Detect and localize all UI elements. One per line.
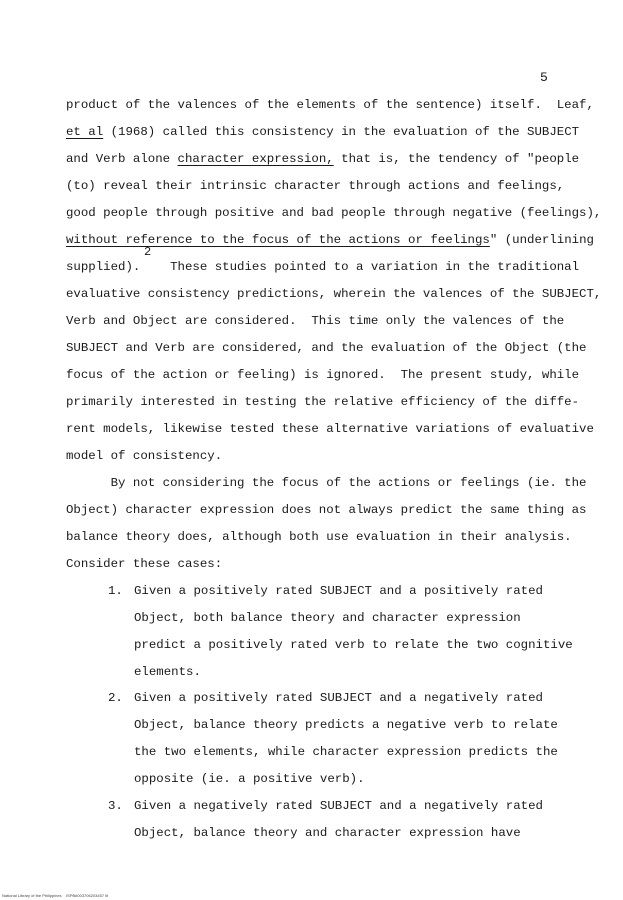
list-item-line: Given a positively rated SUBJECT and a positively rated xyxy=(134,584,543,598)
text-segment: (1968) called this consistency in the evaluation of the SUBJECT xyxy=(103,125,580,139)
text-line: primarily interested in testing the relative efficiency of the diffe- xyxy=(66,395,580,409)
text-line: balance theory does, although both use evaluation in their analysis. xyxy=(66,530,572,544)
text-line: evaluative consistency predictions, wherein the valences of the SUBJECT, xyxy=(66,287,602,301)
text-line: SUBJECT and Verb are considered, and the evaluation of the Object (the xyxy=(66,341,587,355)
list-item-line: Given a positively rated SUBJECT and a negatively rated xyxy=(134,691,543,705)
text-line: By not considering the focus of the actions or feelings (ie. the xyxy=(66,476,587,490)
list-item-line: opposite (ie. a positive verb). xyxy=(134,772,365,786)
page-number: 5 xyxy=(540,70,548,85)
footnote-marker: 2 xyxy=(144,245,152,259)
text-line: product of the valences of the elements of the sentence) itself. Leaf, xyxy=(66,98,594,112)
text-line: Consider these cases: xyxy=(66,557,223,571)
text-line: rent models, likewise tested these alternative variations of evaluative xyxy=(66,422,594,436)
list-marker: 3. xyxy=(108,799,123,813)
text-segment: and Verb alone xyxy=(66,152,178,166)
list-item-line: the two elements, while character expression predicts the xyxy=(134,745,558,759)
scan-footer: National Library of the Philippines ISPB#003706203457 lit xyxy=(2,893,109,898)
text-line: (to) reveal their intrinsic character through actions and feelings, xyxy=(66,179,565,193)
list-item-line: Object, both balance theory and character expression xyxy=(134,611,521,625)
text-segment: " (underlining xyxy=(489,233,594,247)
text-line: model of consistency. xyxy=(66,449,223,463)
text-line xyxy=(66,151,579,167)
text-line: good people through positive and bad people through negative (feelings), xyxy=(66,206,602,220)
text-line: focus of the action or feeling) is ignored. The present study, while xyxy=(66,368,580,382)
term-character-expression: character expression, xyxy=(177,152,334,166)
list-item-line: Given a negatively rated SUBJECT and a negatively rated xyxy=(134,799,543,813)
list-marker: 2. xyxy=(108,691,123,705)
text-line: supplied). These studies pointed to a variation in the traditional xyxy=(66,260,580,274)
list-item-line: predict a positively rated verb to relate the two cognitive xyxy=(134,638,573,652)
text-line: Object) character expression does not always predict the same thing as xyxy=(66,503,587,517)
list-marker: 1. xyxy=(108,584,123,598)
text-segment: that is, the tendency of "people xyxy=(333,152,580,166)
underlined-quote: without reference to the focus of the actions or feelings xyxy=(66,233,490,247)
list-item-line: Object, balance theory and character expression have xyxy=(134,826,521,840)
list-item-line: elements. xyxy=(134,665,201,679)
text-line xyxy=(66,124,579,140)
text-line: Verb and Object are considered. This time only the valences of the xyxy=(66,314,565,328)
citation-et-al: et al xyxy=(66,125,104,139)
list-item-line: Object, balance theory predicts a negative verb to relate xyxy=(134,718,558,732)
